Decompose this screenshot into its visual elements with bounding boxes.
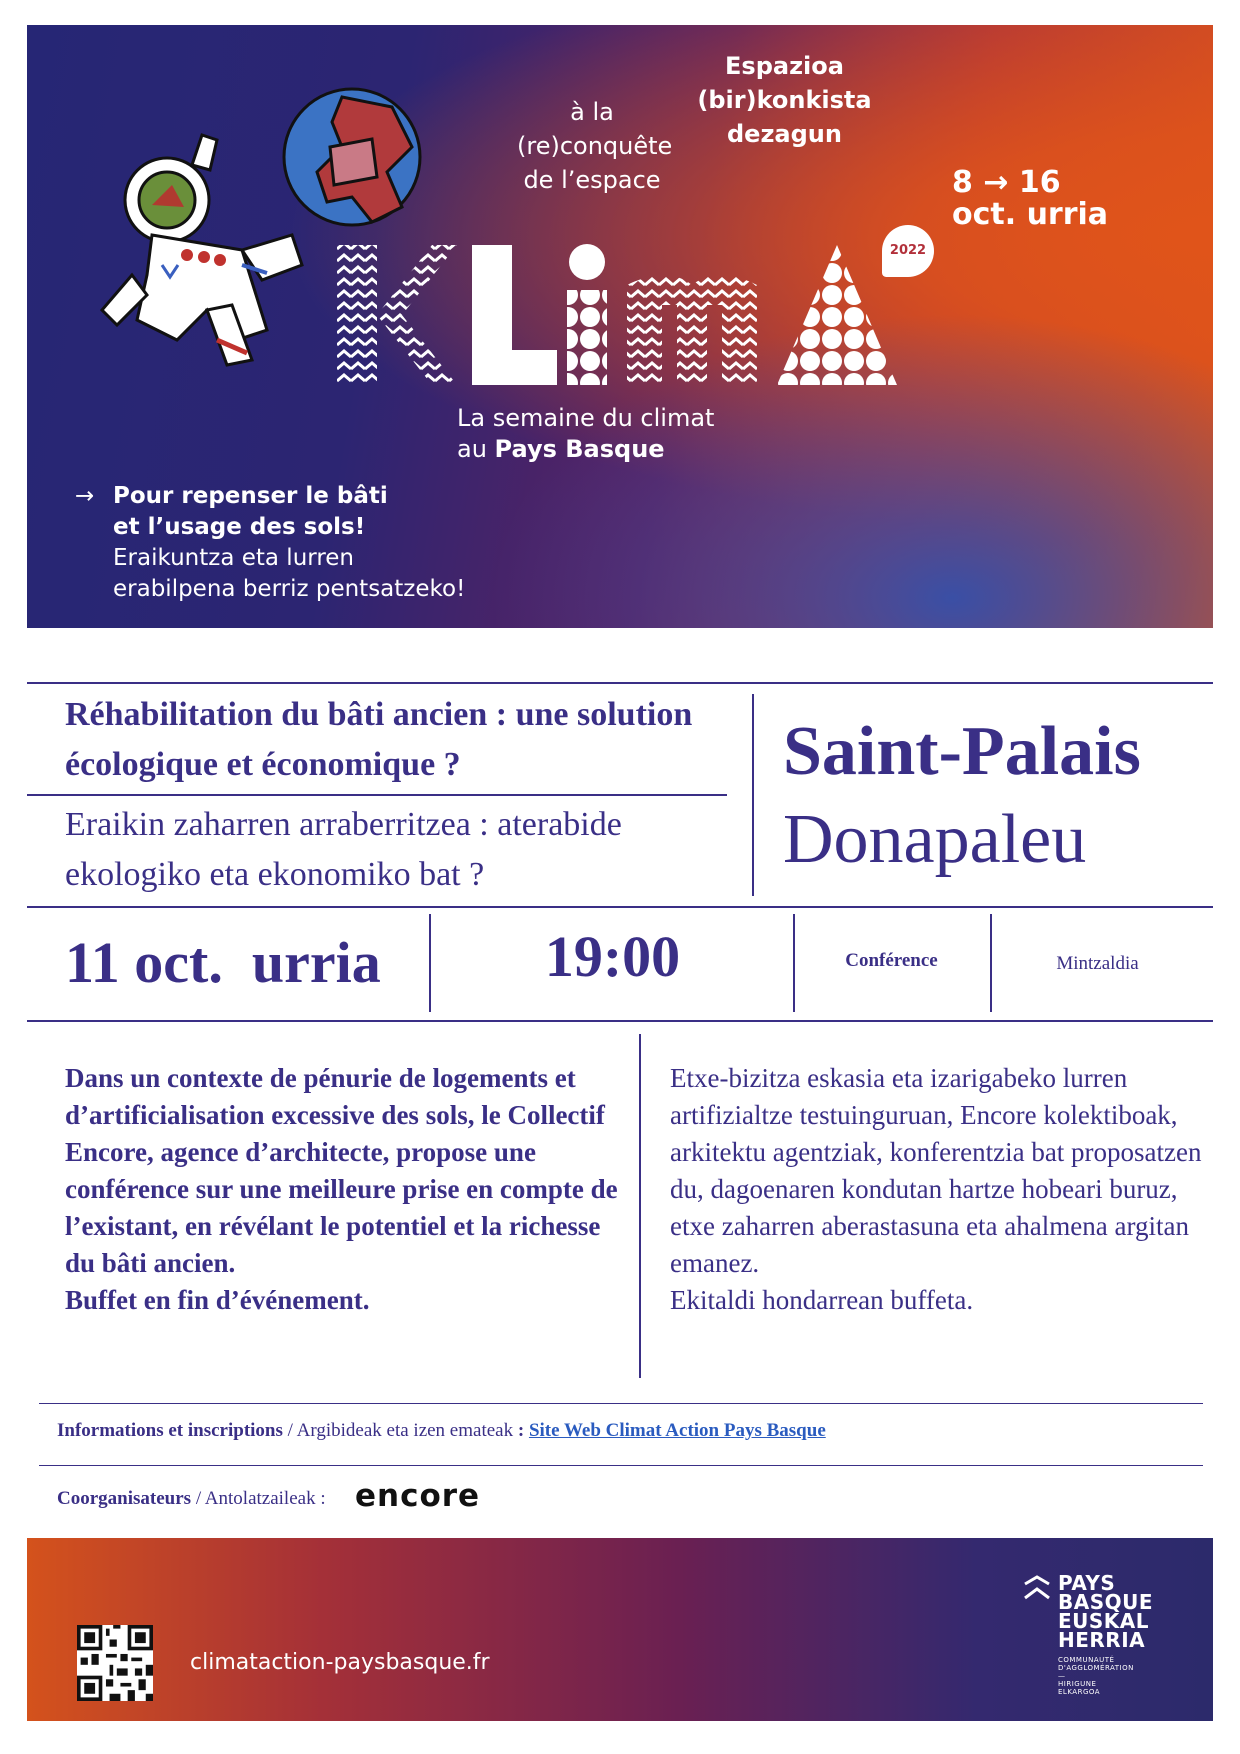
subtitle-region: Pays Basque xyxy=(494,435,665,463)
organizers-label-eu: Antolatzaileak xyxy=(204,1488,316,1509)
festival-dates-month: oct. urria xyxy=(952,197,1109,232)
year-badge: 2022 xyxy=(882,225,934,277)
headline-fr xyxy=(517,95,673,197)
description-eu-buffet: Ekitaldi hondarrean buffeta. xyxy=(670,1285,974,1315)
organizers-separator: / xyxy=(191,1488,205,1509)
subtitle-prefix: au xyxy=(457,435,495,463)
divider xyxy=(27,682,1213,684)
headline-fr-line: de l’espace xyxy=(523,166,661,194)
website-link[interactable]: Site Web Climat Action Pays Basque xyxy=(528,1420,826,1441)
description-eu-body: Etxe-bizitza eskasia eta izarigabeko lurren artifizialtze testuinguruan, Encore kolektiboak, arkitektu agentziak, konferentzia bat proposatzen du, dagoenaren kondutan hartze hobeari buruz, etxe zaharren aberastasuna eta ahalmena argitan emanez. xyxy=(670,1063,1202,1278)
logo-line: PAYS xyxy=(1058,1571,1116,1595)
headline-eu xyxy=(692,49,877,151)
divider xyxy=(39,1403,1203,1404)
city-fr: Saint-Palais xyxy=(783,713,1141,790)
subtitle xyxy=(457,403,714,465)
divider xyxy=(27,906,1213,908)
info-label-fr: Informations et inscriptions xyxy=(57,1420,283,1441)
divider xyxy=(27,794,727,796)
pays-basque-logo xyxy=(1022,1571,1192,1696)
logo-subtext-line: HIRIGUNE xyxy=(1058,1680,1097,1688)
logo-subtext xyxy=(1058,1656,1192,1696)
info-colon: : xyxy=(513,1420,529,1441)
globe-icon xyxy=(272,77,432,237)
tagline-fr-line: et l’usage des sols! xyxy=(113,514,366,540)
description-fr xyxy=(65,1060,625,1319)
logo-line: HERRIA xyxy=(1058,1628,1146,1652)
city-eu: Donapaleu xyxy=(783,801,1087,878)
tagline-eu-line: erabilpena berriz pentsatzeko! xyxy=(113,576,466,602)
festival-dates xyxy=(952,167,1108,231)
event-date: 11 oct. urria xyxy=(65,930,381,995)
headline-eu-line: dezagun xyxy=(727,120,842,148)
subtitle-line xyxy=(457,434,714,465)
logo-subtext-line: COMMUNAUTÉ xyxy=(1058,1656,1115,1664)
subtitle-line: La semaine du climat xyxy=(457,404,715,432)
organizers-line xyxy=(57,1488,326,1510)
tagline xyxy=(75,481,465,605)
logo-subtext-line: — xyxy=(1058,1672,1066,1680)
event-type-eu: Mintzaldia xyxy=(1056,953,1139,974)
event-time: 19:00 xyxy=(544,924,681,989)
klima-logo xyxy=(337,240,957,390)
event-title-eu: Eraikin zaharren arraberritzea : aterabide ekologiko eta ekonomiko bat ? xyxy=(65,806,622,893)
info-line xyxy=(57,1420,826,1442)
tagline-eu-line: Eraikuntza eta lurren xyxy=(113,545,355,571)
logo-line: BASQUE xyxy=(1058,1590,1154,1614)
description-fr-buffet: Buffet en fin d’événement. xyxy=(65,1285,370,1315)
divider xyxy=(39,1465,1203,1466)
headline-fr-line: (re)conquête xyxy=(517,132,673,160)
footer-banner xyxy=(27,1538,1213,1721)
info-label-eu: Argibideak eta izen emateak xyxy=(296,1420,514,1441)
logo-subtext-line: D'AGGLOMÉRATION xyxy=(1058,1664,1134,1672)
headline-fr-line: à la xyxy=(570,98,614,126)
hero-banner xyxy=(27,25,1213,628)
footer-url[interactable]: climataction-paysbasque.fr xyxy=(190,1650,490,1675)
event-title-fr: Réhabilitation du bâti ancien : une solution écologique et économique ? xyxy=(65,696,693,783)
divider xyxy=(639,1034,641,1378)
tagline-fr-line: Pour repenser le bâti xyxy=(113,483,388,509)
pays-basque-mark-icon xyxy=(1022,1574,1052,1604)
logo-line: EUSKAL xyxy=(1058,1609,1150,1633)
qr-code-icon[interactable] xyxy=(77,1625,153,1701)
encore-logo: encore xyxy=(355,1478,481,1514)
description-eu xyxy=(670,1060,1210,1319)
event-type-fr: Conférence xyxy=(845,950,938,971)
description-fr-body: Dans un contexte de pénurie de logements et d’artificialisation excessive des sols, le Collectif Encore, agence d’architecte, propose une conférence sur une meilleure prise en compte de l’existant, en révélant le potentiel et la richesse du bâti ancien. xyxy=(65,1063,618,1278)
festival-dates-range: 8 → 16 xyxy=(952,165,1061,200)
organizers-label-fr: Coorganisateurs xyxy=(57,1488,192,1509)
info-separator: / xyxy=(282,1420,297,1441)
arrow-right-icon: → xyxy=(75,483,95,509)
organizers-colon: : xyxy=(315,1488,326,1509)
headline-eu-line: Espazioa xyxy=(725,52,844,80)
headline-eu-line: (bir)konkista xyxy=(697,86,872,114)
divider xyxy=(27,1020,1213,1022)
logo-subtext-line: ELKARGOA xyxy=(1058,1688,1101,1696)
